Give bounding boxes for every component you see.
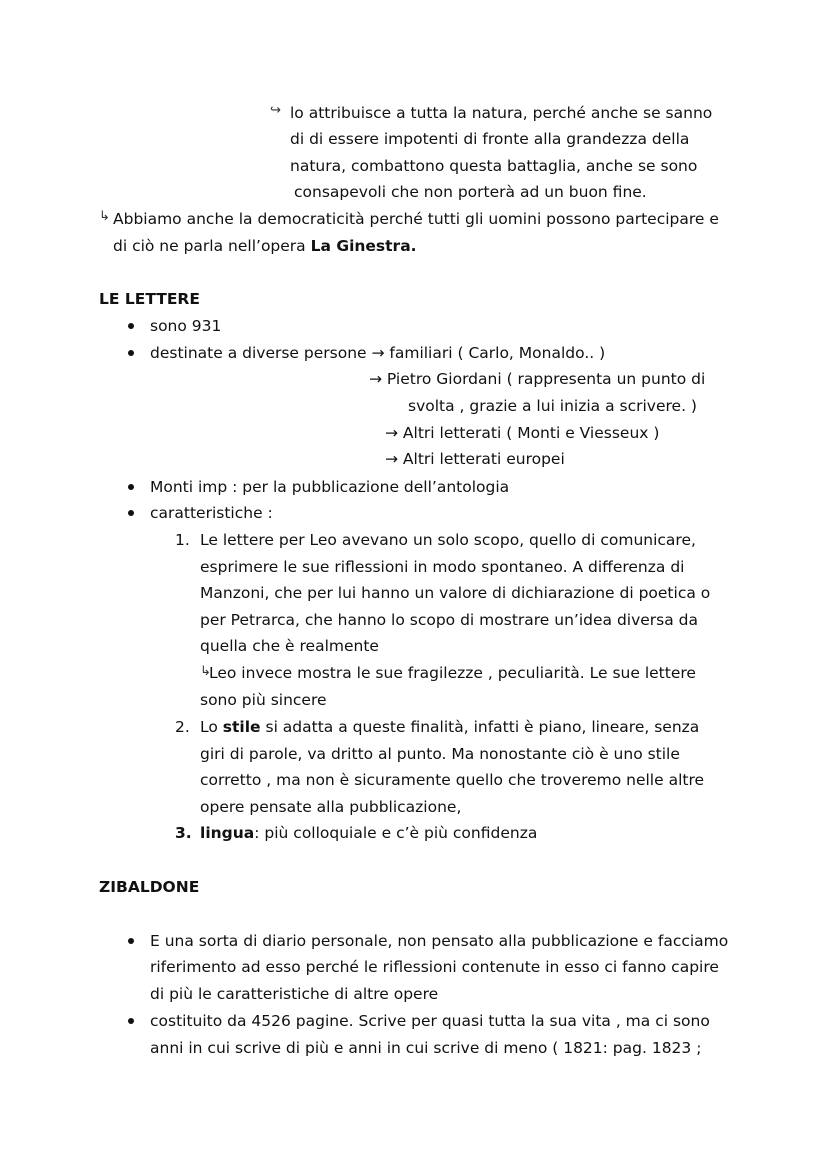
arrow-line-3: → Altri letterati ( Monti e Viesseux ) bbox=[385, 424, 660, 442]
list-number: 3. bbox=[175, 824, 192, 842]
bullet-icon bbox=[128, 350, 134, 356]
zibaldone-bullet-1-line-3: di più le caratteristiche di altre opere bbox=[150, 985, 439, 1003]
intro-line-5: Abbiamo anche la democraticità perché tutti gli uomini possono partecipare e bbox=[113, 210, 719, 228]
zibaldone-bullet-1-line-2: riferimento ad esso perché le riflessioni contenute in esso ci fanno capire bbox=[150, 958, 719, 976]
item3-line-1 bbox=[200, 823, 537, 843]
item3-keyword: lingua bbox=[200, 824, 255, 842]
list-number: 1. bbox=[175, 531, 190, 549]
bullet-icon bbox=[128, 510, 134, 516]
item2-line-3: corretto , ma non è sicuramente quello che troveremo nelle altre bbox=[200, 771, 705, 789]
zibaldone-bullet-2-line-2: anni in cui scrive di più e anni in cui scrive di meno ( 1821: pag. 1823 ; bbox=[150, 1039, 702, 1057]
item2-text: si adatta a queste finalità, infatti è piano, lineare, senza bbox=[260, 718, 700, 736]
bullet-icon bbox=[128, 323, 134, 329]
hook-arrow-icon: ↪ bbox=[270, 103, 281, 118]
intro-line-3: natura, combattono questa battaglia, anche se sono bbox=[290, 157, 698, 175]
bullet-icon bbox=[128, 1018, 134, 1024]
zibaldone-bullet-2-line-1: costituito da 4526 pagine. Scrive per quasi tutta la sua vita , ma ci sono bbox=[150, 1012, 710, 1030]
lettere-bullet-1: sono 931 bbox=[150, 317, 222, 335]
item2-line-4: opere pensate alla pubblicazione, bbox=[200, 798, 462, 816]
section-heading-zibaldone: ZIBALDONE bbox=[99, 878, 200, 896]
list-number: 2. bbox=[175, 718, 190, 736]
item2-text: Lo bbox=[200, 718, 223, 736]
intro-text: di ciò ne parla nell’opera bbox=[113, 237, 311, 255]
arrow-line-4: → Altri letterati europei bbox=[385, 450, 565, 468]
item1-line-5: quella che è realmente bbox=[200, 637, 379, 655]
lettere-bullet-4: caratteristiche : bbox=[150, 504, 273, 522]
item2-line-1 bbox=[200, 717, 699, 737]
item3-text: : più colloquiale e c’è più confidenza bbox=[254, 824, 538, 842]
section-heading-lettere: LE LETTERE bbox=[99, 290, 200, 308]
item1-line-3: Manzoni, che per lui hanno un valore di dichiarazione di poetica o bbox=[200, 584, 711, 602]
arrow-line-1: → Pietro Giordani ( rappresenta un punto di bbox=[369, 370, 706, 388]
item1-line-1: Le lettere per Leo avevano un solo scopo, quello di comunicare, bbox=[200, 531, 696, 549]
hook-arrow-icon: ↳ bbox=[200, 664, 211, 679]
bullet-icon bbox=[128, 938, 134, 944]
intro-line-6 bbox=[113, 236, 417, 256]
hook-arrow-icon: ↳ bbox=[99, 209, 110, 224]
item1-sub-line-1: Leo invece mostra le sue fragilezze , peculiarità. Le sue lettere bbox=[209, 664, 696, 682]
item1-line-2: esprimere le sue riflessioni in modo spontaneo. A differenza di bbox=[200, 558, 685, 576]
item1-sub-line-2: sono più sincere bbox=[200, 691, 327, 709]
intro-line-1: lo attribuisce a tutta la natura, perché anche se sanno bbox=[290, 104, 713, 122]
arrow-line-2: svolta , grazie a lui inizia a scrivere. ) bbox=[408, 397, 697, 415]
bullet-icon bbox=[128, 484, 134, 490]
item2-keyword: stile bbox=[222, 718, 261, 736]
intro-line-2: di di essere impotenti di fronte alla grandezza della bbox=[290, 130, 690, 148]
zibaldone-bullet-1-line-1: E una sorta di diario personale, non pensato alla pubblicazione e facciamo bbox=[150, 932, 729, 950]
item1-line-4: per Petrarca, che hanno lo scopo di mostrare un’idea diversa da bbox=[200, 611, 699, 629]
item2-line-2: giri di parole, va dritto al punto. Ma nonostante ciò è uno stile bbox=[200, 745, 680, 763]
intro-line-4: consapevoli che non porterà ad un buon fine. bbox=[294, 183, 647, 201]
lettere-bullet-3: Monti imp : per la pubblicazione dell’antologia bbox=[150, 478, 510, 496]
opera-title: La Ginestra. bbox=[310, 237, 417, 255]
lettere-bullet-2: destinate a diverse persone → familiari ( Carlo, Monaldo.. ) bbox=[150, 344, 606, 362]
